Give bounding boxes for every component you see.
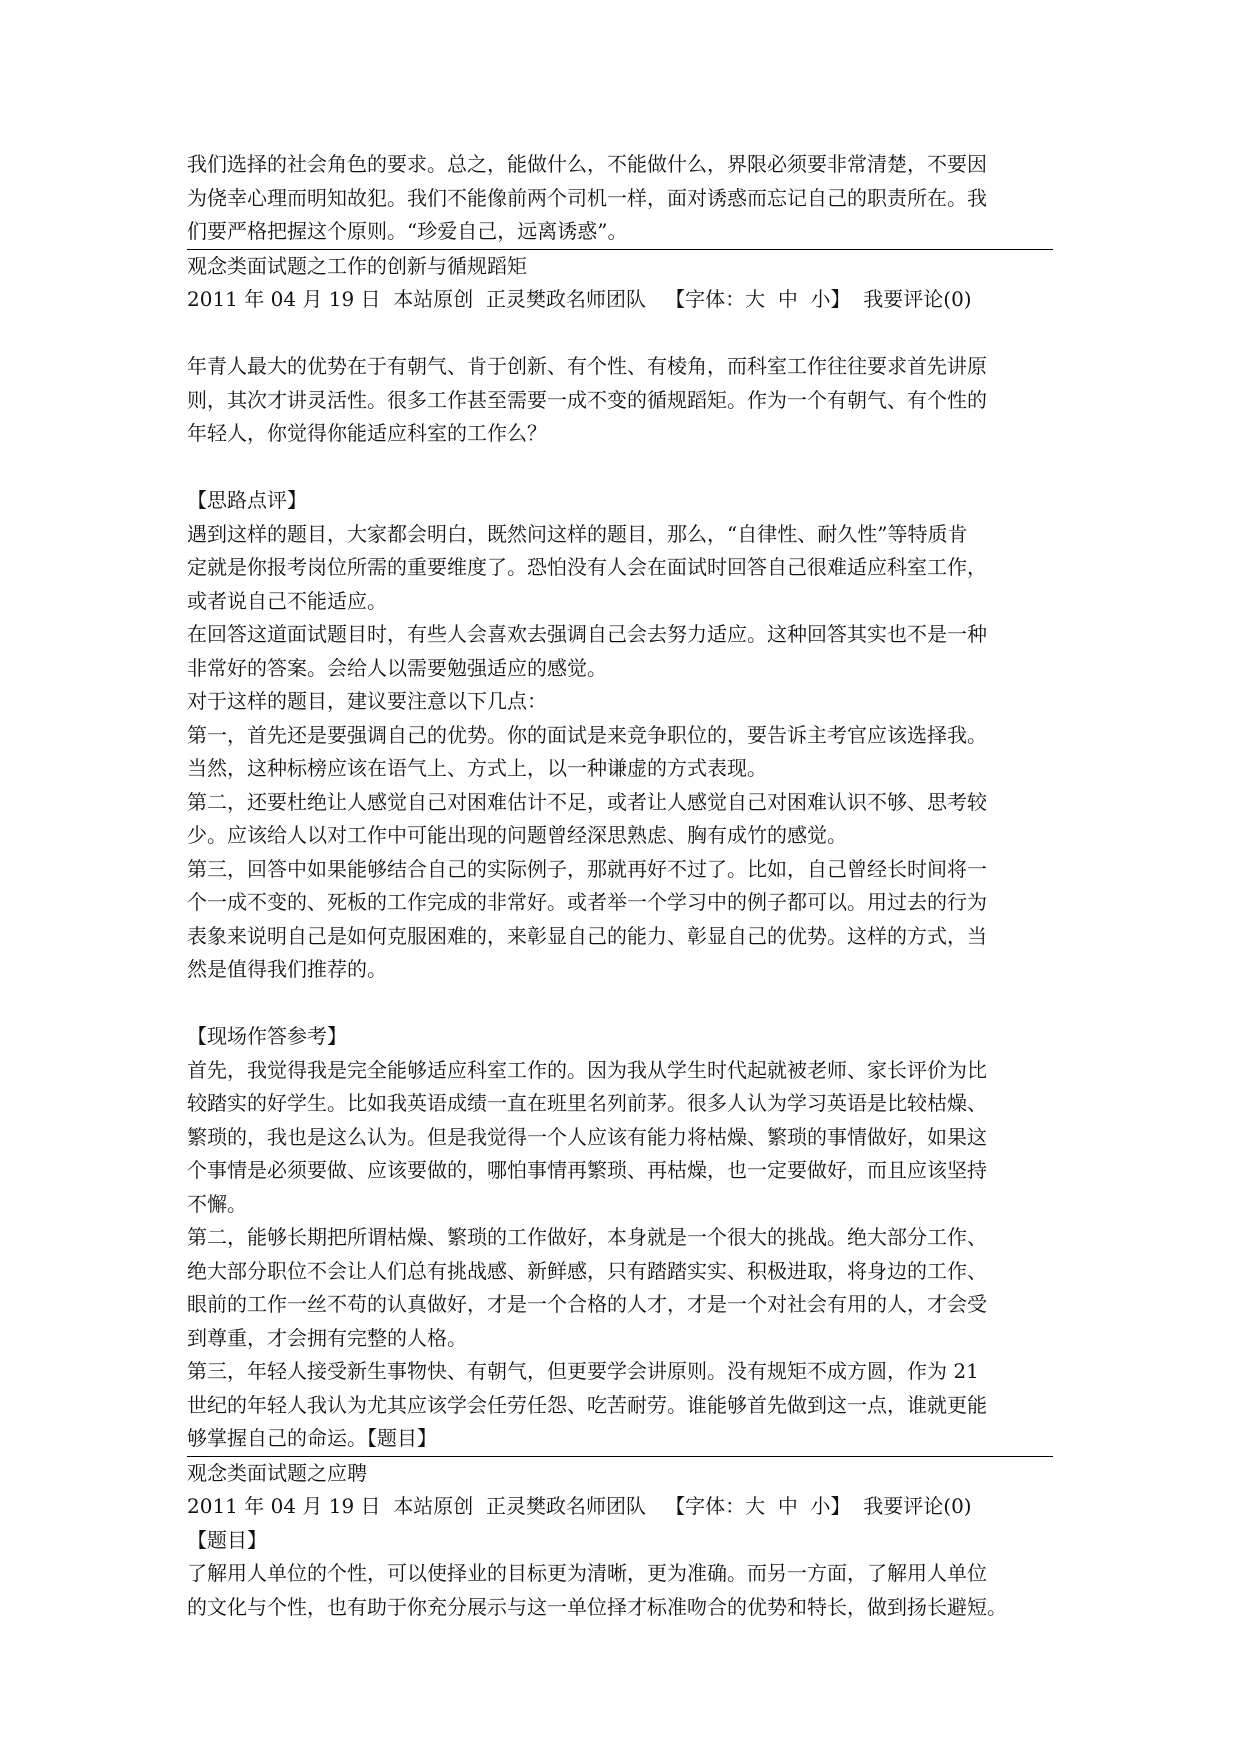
text-line: 年轻人，你觉得你能适应科室的工作么？ [187,421,547,445]
article-title: 观念类面试题之应聘 [187,1460,367,1485]
article-meta [187,1490,1053,1524]
text-line: 第一，首先还是要强调自己的优势。你的面试是来竞争职位的，要告诉主考官应该选择我。 [187,722,987,747]
text-line: 第三，回答中如果能够结合自己的实际例子，那就再好不过了。比如，自己曾经长时间将一 [187,856,987,881]
text-line: 较踏实的好学生。比如我英语成绩一直在班里名列前茅。很多人认为学习英语是比较枯燥、 [187,1091,987,1115]
text-line: 则，其次才讲灵活性。很多工作甚至需要一成不变的循规蹈矩。作为一个有朝气、有个性的 [187,387,987,412]
text-line: 个事情是必须要做、应该要做的，哪怕事情再繁琐、再枯燥，也一定要做好，而且应该坚持 [187,1158,987,1182]
body-paragraph [187,1557,1053,1624]
text-line: 繁琐的，我也是这么认为。但是我觉得一个人应该有能力将枯燥、繁琐的事情做好，如果这 [187,1124,987,1149]
article-section [187,250,1053,1456]
comment-link[interactable]: 我要评论(0) [863,287,972,311]
analysis-paragraphs [187,518,1053,987]
article-title: 观念类面试题之工作的创新与循规蹈矩 [187,253,527,278]
analysis-heading: 【思路点评】 [187,488,307,512]
comment-link[interactable]: 我要评论(0) [863,1494,972,1518]
article-author: 正灵樊政名师团队 [486,1494,647,1518]
article-date: 2011 年 04 月 19 日 [187,1494,381,1518]
article-section [187,1457,1053,1625]
text-line: 够掌握自己的命运。【题目】 [187,1426,437,1450]
text-line: 们要严格把握这个原则。“珍爱自己，远离诱惑”。 [187,219,628,243]
font-size-selector[interactable]: 【字体：大 中 小】 [665,1494,851,1518]
text-line: 第三，年轻人接受新生事物快、有朝气，但更要学会讲原则。没有规矩不成方圆，作为 21 [187,1359,979,1383]
text-line: 少。应该给人以对工作中可能出现的问题曾经深思熟虑、胸有成竹的感觉。 [187,823,847,847]
font-size-selector[interactable]: 【字体：大 中 小】 [665,287,851,311]
text-line: 对于这样的题目，建议要注意以下几点： [187,689,547,713]
text-line: 我们选择的社会角色的要求。总之，能做什么，不能做什么，界限必须要非常清楚，不要因 [187,152,987,176]
text-line: 在回答这道面试题目时，有些人会喜欢去强调自己会去努力适应。这种回答其实也不是一种 [187,622,987,646]
article-author: 正灵樊政名师团队 [486,287,647,311]
article-meta [187,283,1053,317]
text-line: 了解用人单位的个性，可以使择业的目标更为清晰，更为准确。而另一方面，了解用人单位 [187,1561,987,1585]
text-line: 个一成不变的、死板的工作完成的非常好。或者举一个学习中的例子都可以。用过去的行为 [187,890,987,914]
text-line: 表象来说明自己是如何克服困难的，来彰显自己的能力、彰显自己的优势。这样的方式，当 [187,923,987,948]
article-source: 本站原创 [393,1494,474,1518]
text-line: 到尊重，才会拥有完整的人格。 [187,1325,467,1350]
text-line: 的文化与个性，也有助于你充分展示与这一单位择才标准吻合的优势和特长，做到扬长避短。 [187,1594,1007,1619]
text-line: 世纪的年轻人我认为尤其应该学会任劳任怨、吃苦耐劳。谁能够首先做到这一点，谁就更能 [187,1392,987,1417]
text-line: 第二，还要杜绝让人感觉自己对困难估计不足，或者让人感觉自己对困难认识不够、思考较 [187,789,987,814]
question-paragraph [187,350,1053,451]
text-line: 当然，这种标榜应该在语气上、方式上，以一种谦虚的方式表现。 [187,756,767,780]
text-line: 为侥幸心理而明知故犯。我们不能像前两个司机一样，面对诱惑而忘记自己的职责所在。我 [187,185,987,210]
intro-paragraph [187,148,1053,249]
text-line: 或者说自己不能适应。 [187,588,387,613]
article-date: 2011 年 04 月 19 日 [187,287,381,311]
question-heading: 【题目】 [187,1527,267,1552]
text-line: 非常好的答案。会给人以需要勉强适应的感觉。 [187,655,607,680]
document-page [187,148,1053,1624]
text-line: 绝大部分职位不会让人们总有挑战感、新鲜感，只有踏踏实实、积极进取，将身边的工作、 [187,1258,987,1283]
answer-paragraphs [187,1054,1053,1456]
text-line: 第二，能够长期把所谓枯燥、繁琐的工作做好，本身就是一个很大的挑战。绝大部分工作、 [187,1225,987,1249]
text-line: 眼前的工作一丝不苟的认真做好，才是一个合格的人才，才是一个对社会有用的人，才会受 [187,1292,987,1316]
text-line: 不懈。 [187,1191,247,1216]
article-source: 本站原创 [393,287,474,311]
answer-heading: 【现场作答参考】 [187,1024,347,1048]
text-line: 遇到这样的题目，大家都会明白，既然问这样的题目，那么，“自律性、耐久性”等特质肯 [187,521,968,546]
text-line: 首先，我觉得我是完全能够适应科室工作的。因为我从学生时代起就被老师、家长评价为比 [187,1057,987,1082]
text-line: 定就是你报考岗位所需的重要维度了。恐怕没有人会在面试时回答自己很难适应科室工作， [187,555,987,579]
text-line: 然是值得我们推荐的。 [187,957,387,981]
text-line: 年青人最大的优势在于有朝气、肯于创新、有个性、有棱角，而科室工作往往要求首先讲原 [187,354,987,378]
